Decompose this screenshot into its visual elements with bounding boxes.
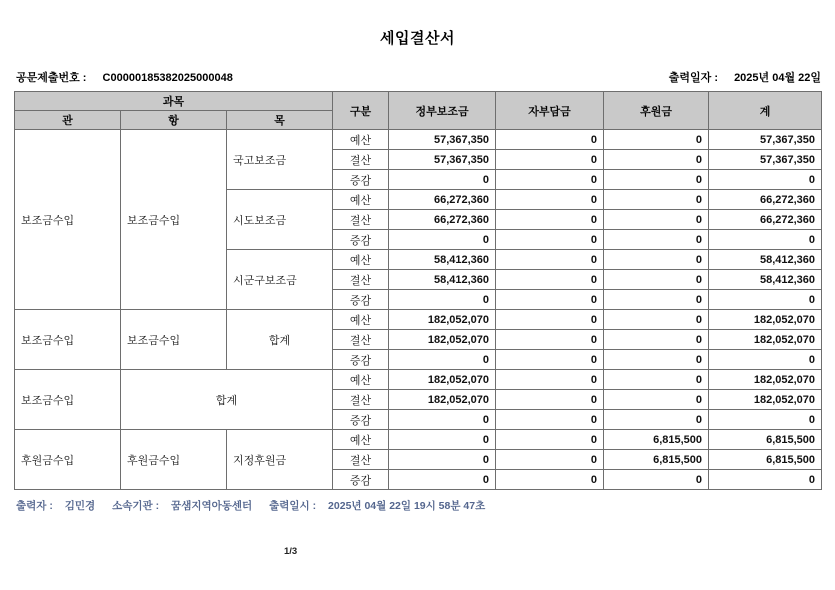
cell-amount-donation: 0: [604, 410, 709, 430]
doc-number-value: C00000185382025000048: [102, 72, 233, 84]
cell-hang-mok-merged: 합계: [121, 370, 333, 430]
cell-gubun: 결산: [333, 330, 389, 350]
cell-amount-total: 0: [709, 170, 822, 190]
cell-amount-self: 0: [496, 170, 604, 190]
cell-amount-donation: 0: [604, 270, 709, 290]
cell-gwan: 후원금수입: [15, 430, 121, 490]
cell-gubun: 예산: [333, 190, 389, 210]
cell-amount-donation: 0: [604, 250, 709, 270]
header-donation: 후원금: [604, 92, 709, 130]
cell-amount-total: 0: [709, 230, 822, 250]
cell-amount-gov: 182,052,070: [389, 390, 496, 410]
cell-amount-gov: 0: [389, 470, 496, 490]
header-gwamok: 과목: [15, 92, 333, 111]
page-number: 1/3: [284, 546, 298, 557]
cell-amount-self: 0: [496, 290, 604, 310]
cell-amount-donation: 6,815,500: [604, 430, 709, 450]
cell-amount-self: 0: [496, 270, 604, 290]
cell-amount-total: 58,412,360: [709, 250, 822, 270]
cell-amount-gov: 0: [389, 350, 496, 370]
cell-amount-donation: 6,815,500: [604, 450, 709, 470]
cell-amount-gov: 0: [389, 450, 496, 470]
page-title: 세입결산서: [380, 30, 455, 47]
cell-gubun: 증감: [333, 350, 389, 370]
table-header: [15, 92, 822, 130]
cell-mok: 시도보조금: [227, 190, 333, 250]
cell-amount-donation: 0: [604, 330, 709, 350]
cell-mok: 지정후원금: [227, 430, 333, 490]
cell-amount-self: 0: [496, 210, 604, 230]
cell-mok: 합계: [227, 310, 333, 370]
cell-amount-donation: 0: [604, 310, 709, 330]
print-info: [16, 498, 835, 513]
cell-amount-total: 57,367,350: [709, 150, 822, 170]
cell-amount-gov: 0: [389, 230, 496, 250]
printed-by-value: 김민경: [64, 500, 96, 512]
cell-amount-gov: 66,272,360: [389, 190, 496, 210]
cell-gubun: 결산: [333, 150, 389, 170]
cell-amount-total: 66,272,360: [709, 210, 822, 230]
cell-gubun: 예산: [333, 130, 389, 150]
cell-amount-donation: 0: [604, 350, 709, 370]
cell-gwan: 보조금수입: [15, 130, 121, 310]
org-value: 꿈샘지역아동센터: [171, 500, 253, 512]
cell-amount-total: 6,815,500: [709, 450, 822, 470]
meta-row: [16, 69, 821, 85]
cell-amount-self: 0: [496, 470, 604, 490]
header-hang: 항: [121, 111, 227, 130]
cell-gwan: 보조금수입: [15, 370, 121, 430]
cell-amount-total: 0: [709, 350, 822, 370]
cell-amount-gov: 0: [389, 430, 496, 450]
table-row: [15, 310, 822, 330]
cell-amount-self: 0: [496, 150, 604, 170]
cell-amount-donation: 0: [604, 290, 709, 310]
cell-amount-total: 57,367,350: [709, 130, 822, 150]
cell-amount-gov: 0: [389, 170, 496, 190]
header-self-pay: 자부담금: [496, 92, 604, 130]
cell-amount-donation: 0: [604, 130, 709, 150]
cell-gubun: 예산: [333, 250, 389, 270]
table-row: [15, 370, 822, 390]
printed-by-label: 출력자 :: [16, 500, 53, 512]
header-total: 계: [709, 92, 822, 130]
print-date-value: 2025년 04월 22일: [734, 72, 821, 84]
cell-hang: 보조금수입: [121, 310, 227, 370]
cell-gubun: 결산: [333, 450, 389, 470]
cell-amount-donation: 0: [604, 190, 709, 210]
cell-gubun: 증감: [333, 170, 389, 190]
print-date: [669, 69, 821, 85]
cell-amount-total: 182,052,070: [709, 370, 822, 390]
cell-amount-self: 0: [496, 370, 604, 390]
org-label: 소속기관 :: [112, 500, 160, 512]
cell-amount-donation: 0: [604, 470, 709, 490]
cell-amount-gov: 66,272,360: [389, 210, 496, 230]
cell-amount-self: 0: [496, 330, 604, 350]
cell-amount-self: 0: [496, 410, 604, 430]
doc-number-label: 공문제출번호 :: [16, 72, 87, 84]
cell-amount-self: 0: [496, 350, 604, 370]
cell-amount-total: 6,815,500: [709, 430, 822, 450]
cell-mok: 국고보조금: [227, 130, 333, 190]
cell-amount-donation: 0: [604, 390, 709, 410]
cell-mok: 시군구보조금: [227, 250, 333, 310]
doc-number: [16, 69, 233, 85]
cell-amount-donation: 0: [604, 370, 709, 390]
cell-gwan: 보조금수입: [15, 310, 121, 370]
header-gubun: 구분: [333, 92, 389, 130]
cell-amount-self: 0: [496, 310, 604, 330]
revenue-settlement-table: [14, 91, 822, 490]
cell-amount-self: 0: [496, 390, 604, 410]
cell-amount-gov: 57,367,350: [389, 130, 496, 150]
cell-amount-total: 182,052,070: [709, 390, 822, 410]
cell-amount-self: 0: [496, 450, 604, 470]
cell-amount-gov: 182,052,070: [389, 370, 496, 390]
cell-amount-donation: 0: [604, 170, 709, 190]
table-row: [15, 430, 822, 450]
cell-amount-gov: 58,412,360: [389, 270, 496, 290]
header-row-1: [15, 92, 822, 111]
cell-amount-total: 0: [709, 470, 822, 490]
cell-gubun: 결산: [333, 390, 389, 410]
cell-amount-total: 58,412,360: [709, 270, 822, 290]
cell-amount-donation: 0: [604, 210, 709, 230]
cell-amount-gov: 0: [389, 290, 496, 310]
cell-gubun: 예산: [333, 310, 389, 330]
cell-amount-self: 0: [496, 190, 604, 210]
cell-amount-total: 0: [709, 410, 822, 430]
cell-amount-self: 0: [496, 250, 604, 270]
print-date-label: 출력일자 :: [668, 72, 718, 84]
cell-amount-total: 66,272,360: [709, 190, 822, 210]
header-gov-subsidy: 정부보조금: [389, 92, 496, 130]
cell-gubun: 증감: [333, 290, 389, 310]
cell-amount-gov: 57,367,350: [389, 150, 496, 170]
cell-gubun: 결산: [333, 270, 389, 290]
header-gwan: 관: [15, 111, 121, 130]
cell-gubun: 예산: [333, 370, 389, 390]
cell-gubun: 예산: [333, 430, 389, 450]
cell-amount-self: 0: [496, 230, 604, 250]
cell-amount-total: 182,052,070: [709, 330, 822, 350]
cell-amount-self: 0: [496, 430, 604, 450]
table-body: [15, 130, 822, 490]
cell-amount-donation: 0: [604, 150, 709, 170]
cell-amount-gov: 0: [389, 410, 496, 430]
table-row: [15, 130, 822, 150]
printed-at-value: 2025년 04월 22일 19시 58분 47초: [328, 500, 486, 512]
cell-gubun: 증감: [333, 470, 389, 490]
cell-hang: 보조금수입: [121, 130, 227, 310]
cell-amount-gov: 182,052,070: [389, 330, 496, 350]
cell-gubun: 증감: [333, 410, 389, 430]
cell-amount-total: 182,052,070: [709, 310, 822, 330]
printed-at-label: 출력일시 :: [269, 500, 317, 512]
cell-gubun: 증감: [333, 230, 389, 250]
cell-amount-gov: 182,052,070: [389, 310, 496, 330]
cell-amount-donation: 0: [604, 230, 709, 250]
cell-amount-total: 0: [709, 290, 822, 310]
cell-hang: 후원금수입: [121, 430, 227, 490]
header-mok: 목: [227, 111, 333, 130]
cell-amount-self: 0: [496, 130, 604, 150]
cell-gubun: 결산: [333, 210, 389, 230]
cell-amount-gov: 58,412,360: [389, 250, 496, 270]
